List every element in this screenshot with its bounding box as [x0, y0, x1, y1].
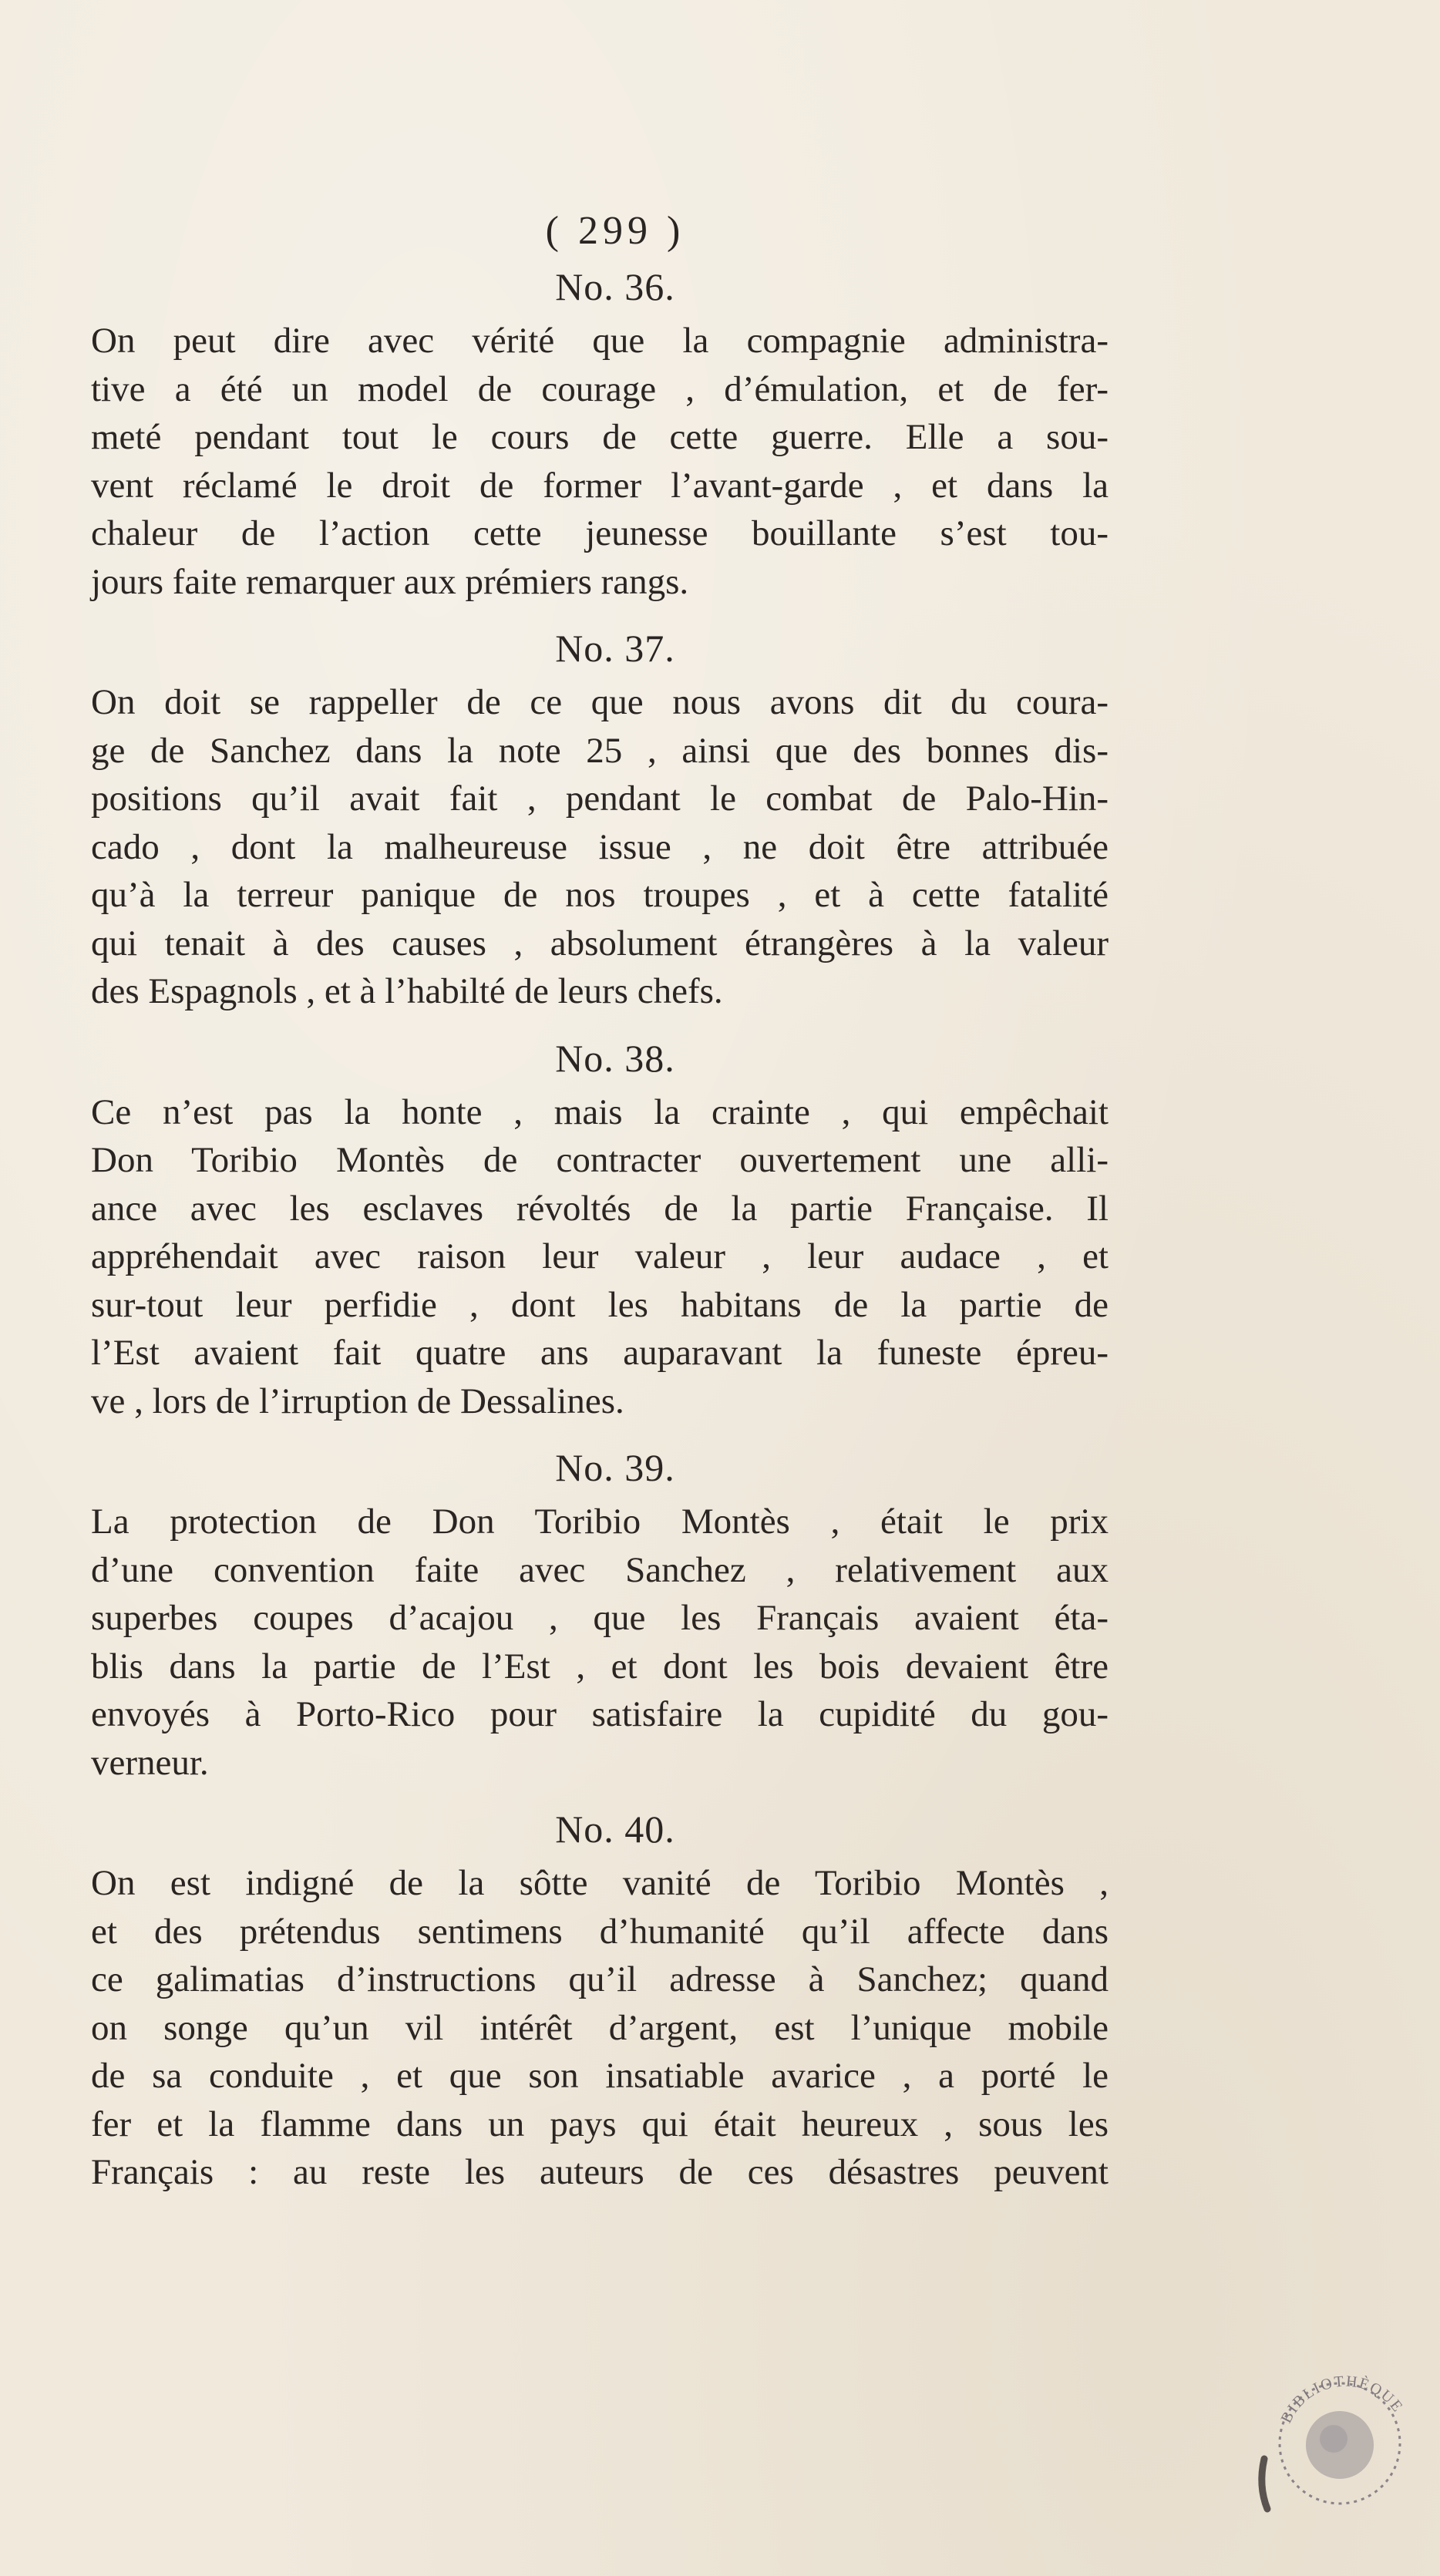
text-line: et des prétendus sentimens d’humanité qu’il affecte dans: [91, 1911, 1109, 1952]
text-line: on songe qu’un vil intérêt d’argent, est l’unique mobile: [91, 2007, 1109, 2048]
text-line: de sa conduite , et que son insatiable avarice , a porté le: [91, 2056, 1109, 2096]
page-number: ( 299 ): [545, 209, 685, 253]
note-heading: No. 39.: [555, 1446, 675, 1489]
note-36: [91, 264, 1109, 606]
text-line: envoyés à Porto-Rico pour satisfaire la cupidité du gou-: [91, 1694, 1109, 1734]
note-38: [91, 1036, 1109, 1426]
text-line: On peut dire avec vérité que la compagnie administra-: [91, 321, 1109, 361]
note-paragraph: [91, 1498, 1109, 1787]
note-37: [91, 626, 1109, 1016]
text-line: ge de Sanchez dans la note 25 , ainsi que des bonnes dis-: [91, 730, 1109, 771]
text-line: blis dans la partie de l’Est , et dont les bois devaient être: [91, 1646, 1109, 1687]
text-line: positions qu’il avait fait , pendant le combat de Palo-Hin-: [91, 779, 1109, 819]
text-line: qu’à la terreur panique de nos troupes , et à cette fatalité: [91, 875, 1109, 915]
stamp-seal-detail: [1320, 2425, 1347, 2453]
text-line: On est indigné de la sôtte vanité de Toribio Montès ,: [91, 1863, 1109, 1903]
note-paragraph: [91, 678, 1109, 1016]
text-line: Français : au reste les auteurs de ces désastres peuvent: [91, 2152, 1109, 2192]
text-line: chaleur de l’action cette jeunesse bouillante s’est tou-: [91, 513, 1109, 553]
text-line: On doit se rappeller de ce que nous avons dit du coura-: [91, 682, 1109, 722]
note-heading: No. 38.: [555, 1036, 675, 1080]
stamp-text: BIBLIOTHÈQUE: [1277, 2373, 1407, 2426]
note-39: [91, 1445, 1109, 1787]
note-paragraph: [91, 1859, 1109, 2197]
text-column: [91, 208, 1109, 2217]
text-line: Don Toribio Montès de contracter ouvertement une alli-: [91, 1140, 1109, 1180]
note-heading: No. 40.: [555, 1808, 675, 1851]
text-line: sur-tout leur perfidie , dont les habitans de la partie de: [91, 1284, 1109, 1325]
note-40: [91, 1807, 1109, 2197]
text-line: meté pendant tout le cours de cette guerre. Elle a sou-: [91, 417, 1109, 457]
text-line: superbes coupes d’acajou , que les Français avaient éta-: [91, 1598, 1109, 1638]
text-line: vent réclamé le droit de former l’avant-garde , et dans la: [91, 465, 1109, 506]
text-line: La protection de Don Toribio Montès , était le prix: [91, 1502, 1109, 1542]
text-line: ance avec les esclaves révoltés de la partie Française. Il: [91, 1188, 1109, 1229]
text-line: l’Est avaient fait quatre ans auparavant la funeste épreu-: [91, 1333, 1109, 1373]
note-paragraph: [91, 317, 1109, 606]
note-heading: No. 36.: [555, 265, 675, 308]
text-line: jours faite remarquer aux prémiers rangs.: [91, 561, 689, 602]
text-line: appréhendait avec raison leur valeur , leur audace , et: [91, 1236, 1109, 1276]
text-line: fer et la flamme dans un pays qui était heureux , sous les: [91, 2104, 1109, 2144]
text-line: tive a été un model de courage , d’émulation, et de fer-: [91, 368, 1109, 409]
note-heading: No. 37.: [555, 627, 675, 670]
text-line: d’une convention faite avec Sanchez , relativement aux: [91, 1549, 1109, 1590]
stamp-ink-mark: [1262, 2459, 1267, 2509]
library-stamp: [1247, 2343, 1425, 2536]
text-line: ce galimatias d’instructions qu’il adresse à Sanchez; quand: [91, 1959, 1109, 1999]
text-line: verneur.: [91, 1742, 209, 1783]
notes-container: [91, 264, 1109, 2197]
text-line: Ce n’est pas la honte , mais la crainte , qui empêchait: [91, 1091, 1109, 1132]
text-line: ve , lors de l’irruption de Dessalines.: [91, 1380, 624, 1421]
text-line: qui tenait à des causes , absolument étrangères à la valeur: [91, 923, 1109, 963]
text-line: cado , dont la malheureuse issue , ne doit être attribuée: [91, 826, 1109, 867]
note-paragraph: [91, 1088, 1109, 1426]
text-line: des Espagnols , et à l’habilté de leurs chefs.: [91, 971, 723, 1011]
